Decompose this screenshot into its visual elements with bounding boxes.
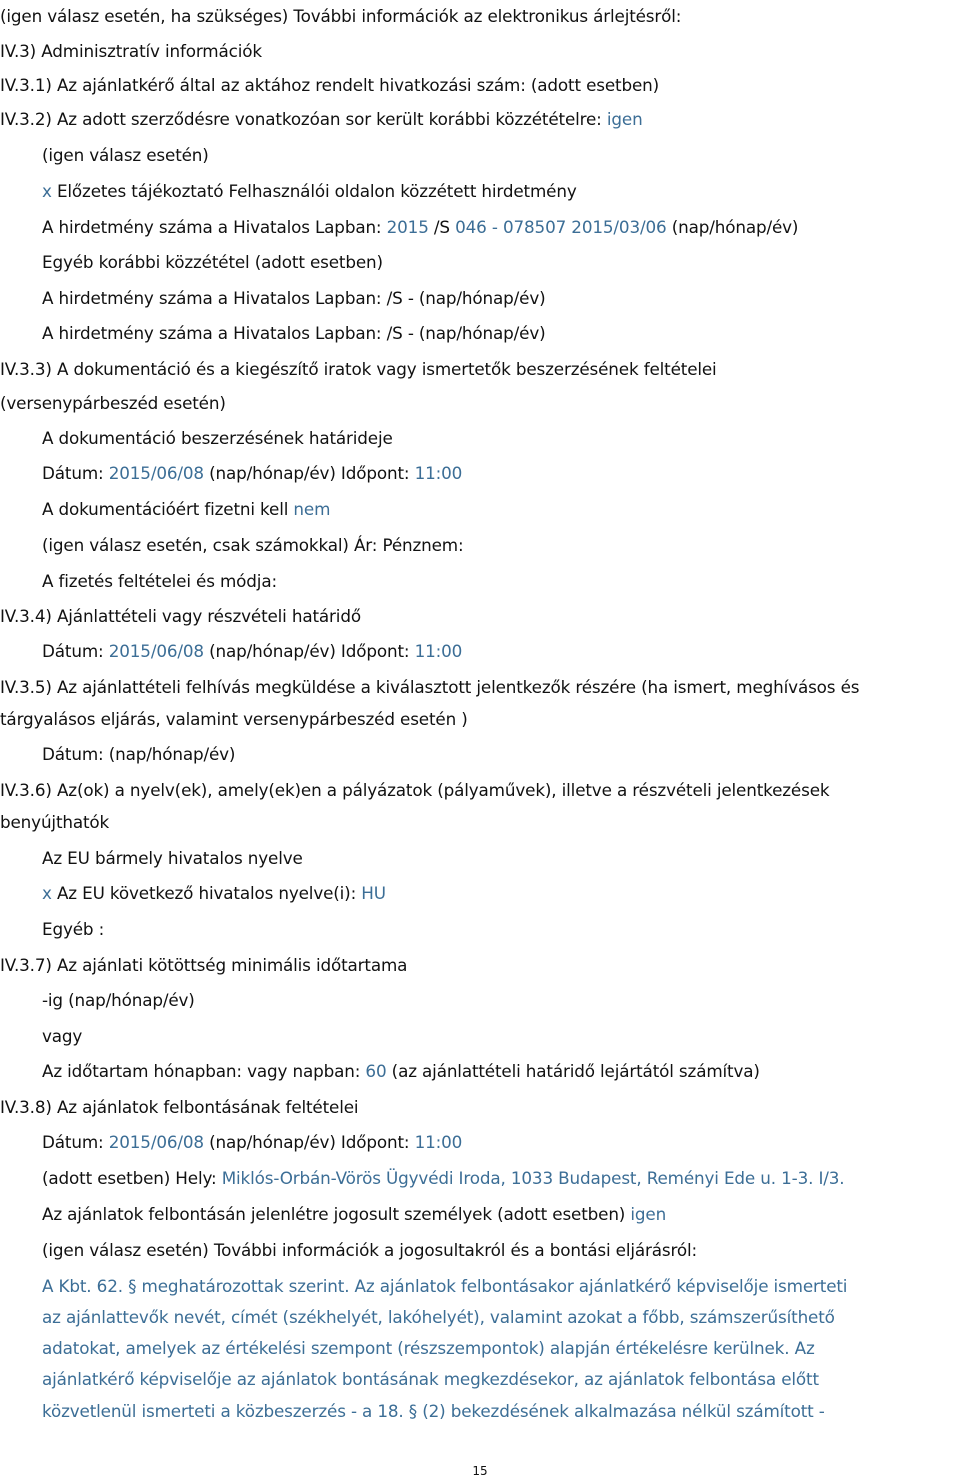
line-hirdetmeny-szama-1: A hirdetmény száma a Hivatalos Lapban: 2015 /S 046 - 078507 2015/03/06 (nap/hónap/év) xyxy=(42,217,799,237)
heading-iv-3-4: IV.3.4) Ajánlattételi vagy részvételi határidő xyxy=(0,606,361,626)
checkbox-mark: x xyxy=(42,883,52,903)
value-date: 2015/06/08 xyxy=(108,463,204,483)
value-location: Miklós-Orbán-Vörös Ügyvédi Iroda, 1033 Budapest, Reményi Ede u. 1-3. I/3. xyxy=(221,1168,845,1188)
heading-iv-3-6: IV.3.6) Az(ok) a nyelv(ek), amely(ek)en a pályázatok (pályaművek), illetve a részvételi jelentkezések xyxy=(0,780,830,800)
line-targyalasos: tárgyalásos eljárás, valamint versenypárbeszéd esetén ) xyxy=(0,709,468,729)
heading-iv-3-5: IV.3.5) Az ajánlattételi felhívás megküldése a kiválasztott jelentkezők részére (ha ismert, meghívásos és xyxy=(0,677,860,697)
heading-iv-3-2: IV.3.2) Az adott szerződésre vonatkozóan sor került korábbi közzétételre: igen xyxy=(0,109,643,129)
value-time: 11:00 xyxy=(414,1132,463,1152)
value-time: 11:00 xyxy=(414,641,463,661)
value-year: 2015 xyxy=(386,217,429,237)
heading-iv-3-8: IV.3.8) Az ajánlatok felbontásának feltételei xyxy=(0,1097,359,1117)
paragraph-line-1: A Kbt. 62. § meghatározottak szerint. Az ajánlatok felbontásakor ajánlatkérő képviselője ismerteti xyxy=(42,1276,848,1296)
line-ar-penznem: (igen válasz esetén, csak számokkal) Ár: Pénznem: xyxy=(42,535,464,555)
value-days: 60 xyxy=(365,1061,387,1081)
line-benyujthatok: benyújthatók xyxy=(0,812,110,832)
line-egyeb-kozzetetel: Egyéb korábbi közzététel (adott esetben) xyxy=(42,252,383,272)
line-jelenlet: Az ajánlatok felbontásán jelenlétre jogosult személyek (adott esetben) igen xyxy=(42,1204,667,1224)
value-date: 2015/06/08 xyxy=(108,1132,204,1152)
line-hirdetmeny-szama-2: A hirdetmény száma a Hivatalos Lapban: /S - (nap/hónap/év) xyxy=(42,288,546,308)
line-idotartam: Az időtartam hónapban: vagy napban: 60 (az ajánlattételi határidő lejártától számítva) xyxy=(42,1061,760,1081)
line-eu-kovetkezo: x Az EU következő hivatalos nyelve(i): HU xyxy=(42,883,386,903)
heading-iv-3-1: IV.3.1) Az ajánlatkérő által az aktához rendelt hivatkozási szám: (adott esetben) xyxy=(0,75,660,95)
value-language: HU xyxy=(361,883,386,903)
value-notice-number: 046 - 078507 2015/03/06 xyxy=(455,217,667,237)
paragraph-line-2: az ajánlattevők nevét, címét (székhelyét, lakóhelyét), valamint azokat a főbb, számszerűsíthető xyxy=(42,1307,835,1327)
paragraph-line-4: ajánlatkérő képviselője az ajánlatok bontásának megkezdésekor, az ajánlatok felbontása előtt xyxy=(42,1369,819,1389)
line-versenyparbeszed: (versenypárbeszéd esetén) xyxy=(0,393,226,413)
paragraph-line-3: adatokat, amelyek az értékelési szempont (részszempontok) alapján értékelésre kerülnek. Az xyxy=(42,1338,815,1358)
line-datum-ajanlattetel: Dátum: 2015/06/08 (nap/hónap/év) Időpont: 11:00 xyxy=(42,641,463,661)
heading-iv-3-7: IV.3.7) Az ajánlati kötöttség minimális időtartama xyxy=(0,955,408,975)
page-number: 15 xyxy=(472,1464,488,1478)
line-fizetes-feltetelei: A fizetés feltételei és módja: xyxy=(42,571,277,591)
line-datum-dokumentacio: Dátum: 2015/06/08 (nap/hónap/év) Időpont: 11:00 xyxy=(42,463,463,483)
line-hirdetmeny-szama-3: A hirdetmény száma a Hivatalos Lapban: /S - (nap/hónap/év) xyxy=(42,323,546,343)
line-ig: -ig (nap/hónap/év) xyxy=(42,990,195,1010)
value-payment-required: nem xyxy=(293,499,331,519)
line-eu-barmely: Az EU bármely hivatalos nyelve xyxy=(42,848,303,868)
paragraph-line-5: közvetlenül ismerteti a közbeszerzés - a 18. § (2) bekezdésének alkalmazása nélkül számított - xyxy=(42,1401,825,1421)
checkbox-mark: x xyxy=(42,181,52,201)
line-elozetes-tajekoztato: x Előzetes tájékoztató Felhasználói oldalon közzétett hirdetmény xyxy=(42,181,577,201)
value-time: 11:00 xyxy=(414,463,463,483)
line-hely: (adott esetben) Hely: Miklós-Orbán-Vörös Ügyvédi Iroda, 1033 Budapest, Reményi Ede u. 1-3. I/3. xyxy=(42,1168,845,1188)
heading-iv-3: IV.3) Adminisztratív információk xyxy=(0,41,262,61)
line-datum-felbontas: Dátum: 2015/06/08 (nap/hónap/év) Időpont: 11:00 xyxy=(42,1132,463,1152)
line-arlejtes-info: (igen válasz esetén, ha szükséges) További információk az elektronikus árlejtésről: xyxy=(0,6,682,26)
line-egyeb: Egyéb : xyxy=(42,919,105,939)
line-igen-eseten: (igen válasz esetén) xyxy=(42,145,209,165)
line-tovabbi-info: (igen válasz esetén) További információk a jogosultakról és a bontási eljárásról: xyxy=(42,1240,697,1260)
line-datum-empty: Dátum: (nap/hónap/év) xyxy=(42,744,236,764)
value-date: 2015/06/08 xyxy=(108,641,204,661)
line-fizetni-kell: A dokumentációért fizetni kell nem xyxy=(42,499,331,519)
line-dokumentacio-hatarido: A dokumentáció beszerzésének határideje xyxy=(42,428,393,448)
heading-iv-3-3: IV.3.3) A dokumentáció és a kiegészítő iratok vagy ismertetők beszerzésének feltételei xyxy=(0,359,717,379)
value-attendance: igen xyxy=(630,1204,667,1224)
line-vagy: vagy xyxy=(42,1026,83,1046)
value-previous-publication: igen xyxy=(606,109,643,129)
